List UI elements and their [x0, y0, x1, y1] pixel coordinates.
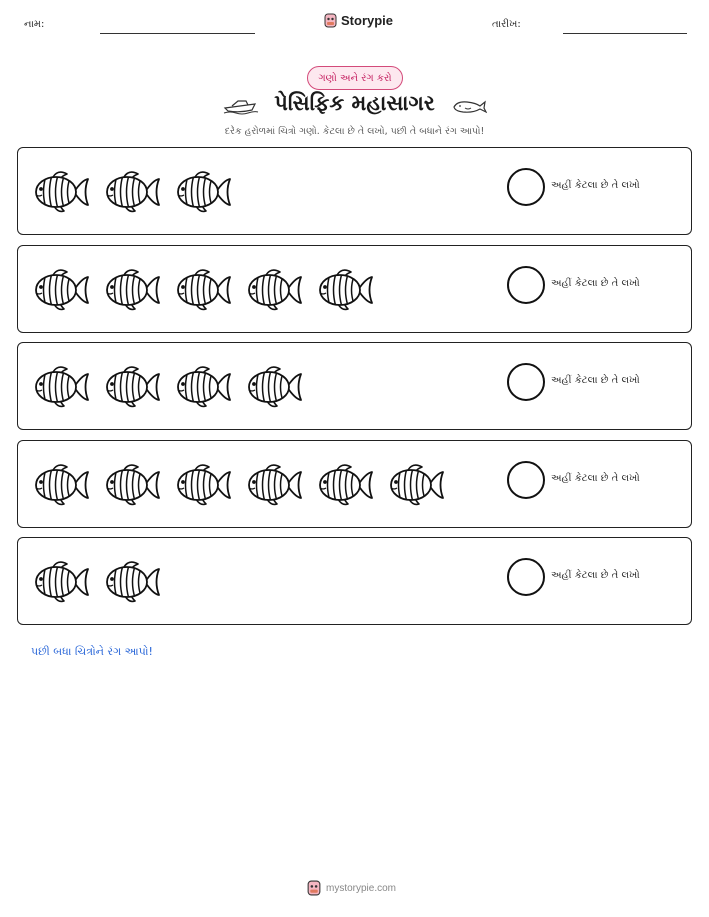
answer-circle[interactable]	[507, 266, 545, 304]
fish-icon	[101, 455, 161, 515]
answer-circle[interactable]	[507, 558, 545, 596]
date-label: તારીખ:	[492, 19, 521, 30]
counting-row	[17, 537, 692, 625]
counting-row	[17, 147, 692, 235]
fish-icon	[101, 260, 161, 320]
site-url: mystorypie.com	[326, 882, 397, 894]
fish-icon	[314, 455, 374, 515]
counting-row	[17, 342, 692, 430]
date-line[interactable]	[563, 33, 687, 34]
storypie-logo-icon	[324, 13, 337, 28]
counting-row	[17, 245, 692, 333]
answer-hint: અહીં કેટલા છે તે લખો	[551, 278, 640, 289]
fish-group	[30, 260, 374, 320]
fish-icon	[172, 162, 232, 222]
fish-icon	[314, 260, 374, 320]
fish-icon	[30, 357, 90, 417]
fish-icon	[101, 552, 161, 612]
fish-icon	[172, 357, 232, 417]
site-footer	[307, 880, 396, 896]
brand-logo	[324, 13, 393, 28]
whale-icon	[451, 96, 487, 116]
fish-icon	[30, 552, 90, 612]
brand-name: Storypie	[341, 13, 394, 28]
answer-hint: અહીં કેટલા છે તે લખો	[551, 570, 640, 581]
fish-icon	[30, 162, 90, 222]
answer-circle[interactable]	[507, 461, 545, 499]
instructions: દરેક હરોળમાં ચિત્રો ગણો. કેટલા છે તે લખો, પછી તે બધાને રંગ આપો!	[224, 126, 485, 137]
fish-icon	[243, 455, 303, 515]
fish-icon	[385, 455, 445, 515]
fish-icon	[243, 357, 303, 417]
fish-icon	[101, 162, 161, 222]
page-title: પેસિફિક મહાસાગર	[274, 91, 435, 115]
fish-icon	[172, 260, 232, 320]
storypie-logo-icon	[307, 880, 321, 896]
name-label: નામ:	[24, 19, 45, 30]
fish-group	[30, 552, 161, 612]
fish-icon	[243, 260, 303, 320]
answer-hint: અહીં કેટલા છે તે લખો	[551, 180, 640, 191]
fish-icon	[30, 260, 90, 320]
name-line[interactable]	[100, 33, 255, 34]
answer-hint: અહીં કેટલા છે તે લખો	[551, 375, 640, 386]
activity-badge: ગણો અને રંગ કરો	[307, 66, 403, 90]
fish-icon	[101, 357, 161, 417]
fish-icon	[172, 455, 232, 515]
fish-group	[30, 162, 232, 222]
counting-row	[17, 440, 692, 528]
fish-group	[30, 455, 445, 515]
fish-group	[30, 357, 303, 417]
answer-circle[interactable]	[507, 168, 545, 206]
answer-hint: અહીં કેટલા છે તે લખો	[551, 473, 640, 484]
answer-circle[interactable]	[507, 363, 545, 401]
fish-icon	[30, 455, 90, 515]
closing-note: પછી બધા ચિત્રોને રંગ આપો!	[31, 645, 153, 658]
